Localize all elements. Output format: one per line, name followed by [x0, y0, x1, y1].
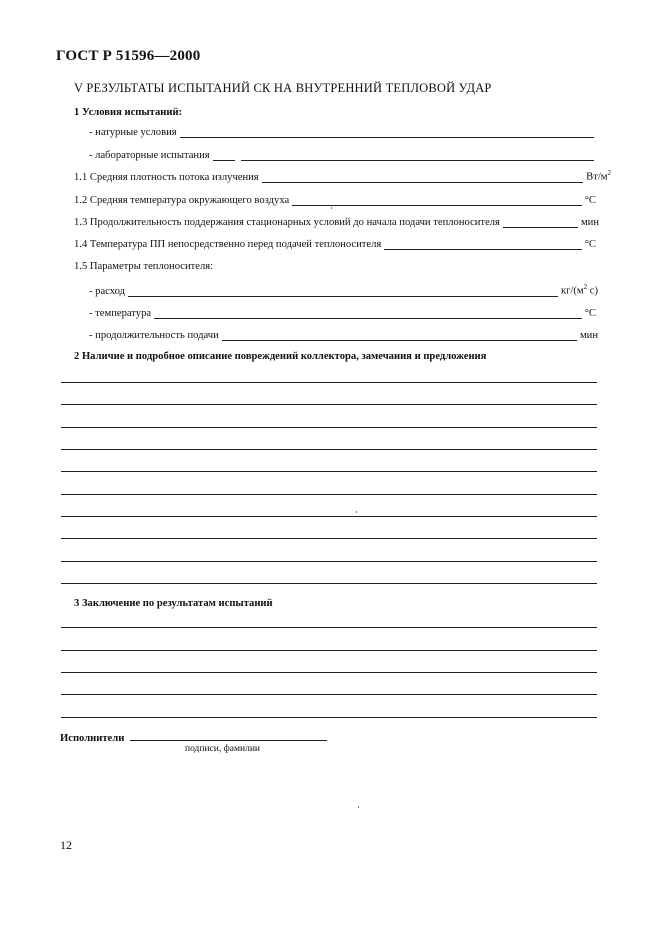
i11-unit	[586, 169, 611, 183]
s2-line[interactable]	[61, 427, 597, 428]
lab-label: - лабораторные испытания	[89, 150, 210, 161]
natural-label: - натурные условия	[89, 127, 177, 138]
signoff-line[interactable]	[130, 740, 327, 741]
field-supply-duration[interactable]	[89, 328, 598, 341]
dur-blank[interactable]	[222, 331, 577, 341]
flow-unit	[561, 283, 598, 297]
s3-line[interactable]	[61, 694, 597, 695]
i11-unit-sup: 2	[607, 169, 611, 178]
lab-blank-short[interactable]	[213, 151, 235, 161]
lab-blank[interactable]	[241, 151, 594, 161]
i11-unit-base: Вт/м	[586, 172, 608, 183]
scan-speck	[356, 511, 357, 513]
dur-unit: мин	[579, 330, 598, 341]
i14-unit: °С	[584, 239, 596, 250]
i14-label: 1.4 Температура ПП непосредственно перед подачей теплоносителя	[74, 239, 382, 250]
document-code: ГОСТ Р 51596—2000	[56, 48, 201, 64]
flow-blank[interactable]	[128, 287, 558, 297]
s2-line[interactable]	[61, 516, 597, 517]
i12-blank[interactable]	[292, 196, 582, 206]
scan-speck	[358, 806, 359, 808]
flow-unit-sup: 2	[583, 283, 588, 292]
s2-line[interactable]	[61, 583, 597, 584]
temp-label: - температура	[89, 308, 152, 319]
s2-line[interactable]	[61, 494, 597, 495]
i11-blank[interactable]	[262, 173, 583, 183]
field-ambient-temp[interactable]	[74, 193, 596, 206]
page-number: 12	[60, 838, 72, 852]
s2-line[interactable]	[61, 382, 597, 383]
temp-blank[interactable]	[154, 309, 582, 319]
s2-line[interactable]	[61, 449, 597, 450]
i13-label: 1.3 Продолжительность поддержания стационарных условий до начала подачи теплоносителя	[74, 217, 500, 228]
flow-label: - расход	[89, 286, 126, 297]
i14-blank[interactable]	[384, 240, 581, 250]
temp-unit: °С	[584, 308, 596, 319]
signoff-label: Исполнители	[60, 733, 125, 744]
s2-line[interactable]	[61, 404, 597, 405]
s2-line[interactable]	[61, 538, 597, 539]
section-title: V РЕЗУЛЬТАТЫ ИСПЫТАНИЙ СК НА ВНУТРЕННИЙ ТЕПЛОВОЙ УДАР	[74, 81, 492, 95]
field-coolant-temp[interactable]	[89, 306, 596, 319]
i13-unit: мин	[580, 217, 599, 228]
s3-line[interactable]	[61, 672, 597, 673]
s2-line[interactable]	[61, 471, 597, 472]
s2-line[interactable]	[61, 561, 597, 562]
scan-speck	[331, 207, 332, 209]
i12-unit: °С	[584, 195, 596, 206]
s3-line[interactable]	[61, 717, 597, 718]
i13-blank[interactable]	[503, 218, 578, 228]
field-natural-conditions[interactable]	[89, 125, 597, 138]
field-radiation-flux[interactable]	[74, 170, 611, 183]
s3-line[interactable]	[61, 650, 597, 651]
i11-label: 1.1 Средняя плотность потока излучения	[74, 172, 259, 183]
field-flow-rate[interactable]	[89, 284, 598, 297]
flow-unit-post: с)	[587, 286, 598, 297]
s1-title: 1 Условия испытаний:	[74, 107, 183, 118]
field-lab-tests[interactable]	[89, 148, 597, 161]
s3-line[interactable]	[61, 627, 597, 628]
field-pp-temperature[interactable]	[74, 237, 596, 250]
natural-blank[interactable]	[180, 128, 594, 138]
s2-title: 2 Наличие и подробное описание повреждений коллектора, замечания и предложения	[74, 351, 487, 362]
dur-label: - продолжительность подачи	[89, 330, 219, 341]
i12-label: 1.2 Средняя температура окружающего воздуха	[74, 195, 290, 206]
signoff-caption: подписи, фамилии	[185, 744, 260, 754]
s3-title: 3 Заключение по результатам испытаний	[74, 598, 273, 609]
field-stationary-duration[interactable]	[74, 215, 599, 228]
i15-label: 1.5 Параметры теплоносителя:	[74, 261, 214, 272]
flow-unit-pre: кг/(м	[560, 286, 584, 297]
